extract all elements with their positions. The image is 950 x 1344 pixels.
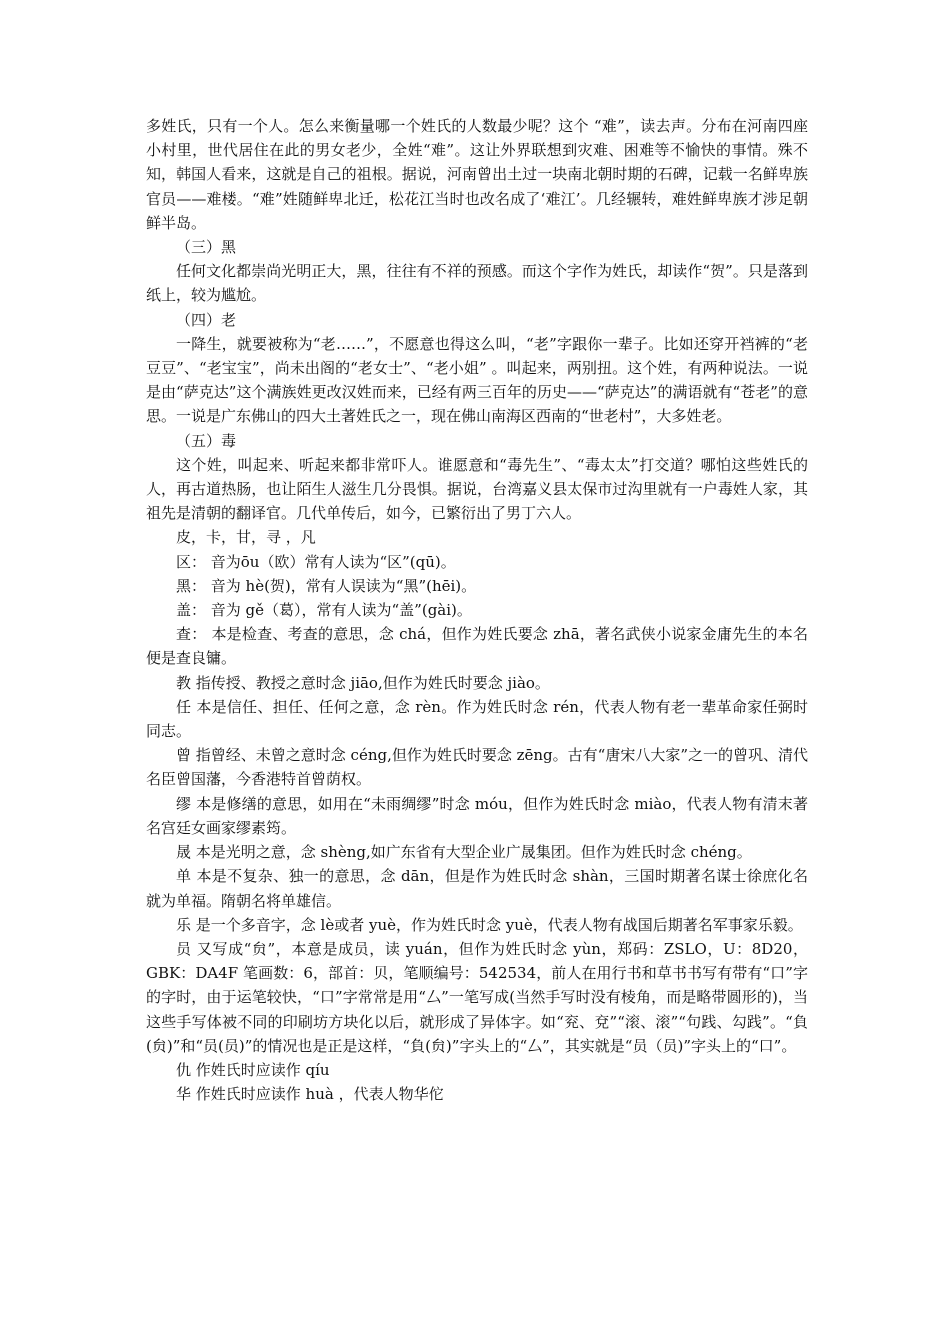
body-paragraph: 皮，卡，甘，寻 ，凡 [176, 528, 316, 547]
body-paragraph: 查： 本是检查、考查的意思，念 chá，但作为姓氏要念 zhā，著名武侠小说家金庸先生的本名便是查良镛。 [146, 625, 808, 668]
body-paragraph: 区： 音为ōu（欧）常有人读为“区”(qū)。 [176, 552, 456, 571]
body-paragraph: 多姓氏，只有一个人。怎么来衡量哪一个姓氏的人数最少呢？这个 “难”，读去声。分布在河南四座小村里，世代居住在此的男女老少，全姓“难”。这让外界联想到灾难、困难等不愉快的事情。殊不知，韩国人看来，这就是自己的祖根。据说，河南曾出土过一块南北朝时期的石碑，记载一名鲜卑族官员——难楼。“难”姓随鲜卑北迁，松花江当时也改名成了‘难江’。几经辗转，难姓鲜卑族才涉足朝鲜半岛。 [146, 117, 808, 232]
body-paragraph: 任 本是信任、担任、任何之意，念 rèn。作为姓氏时念 rén，代表人物有老一辈革命家任弼时同志。 [146, 697, 808, 741]
section-heading: （五）毒 [176, 431, 237, 450]
body-paragraph: 黑： 音为 hè(贺)，常有人误读为“黑”(hēi)。 [176, 576, 477, 595]
body-paragraph: 乐 是一个多音字，念 lè或者 yuè，作为姓氏时念 yuè，代表人物有战国后期著名军事家乐毅。 [176, 915, 803, 934]
body-paragraph: 这个姓，叫起来、听起来都非常吓人。谁愿意和“毒先生”、“毒太太”打交道？哪怕这些姓氏的人，再古道热肠，也让陌生人滋生几分畏惧。据说，台湾嘉义县太保市过沟里就有一户毒姓人家，其祖先是清朝的翻译官。几代单传后，如今，已繁衍出了男丁六人。 [146, 455, 808, 523]
body-paragraph: 华 作姓氏时应读作 huà ，代表人物华佗 [176, 1085, 444, 1104]
section-heading: （四）老 [176, 310, 237, 329]
body-paragraph: 晟 本是光明之意，念 shèng,如广东省有大型企业广晟集团。但作为姓氏时念 chéng。 [176, 843, 752, 862]
body-paragraph: 盖： 音为 gě（葛），常有人读为“盖”(gài)。 [176, 601, 472, 620]
section-heading: （三）黑 [176, 238, 237, 257]
body-paragraph: 一降生，就要被称为“老……”，不愿意也得这么叫，“老”字跟你一辈子。比如还穿开裆裤的“老豆豆”、“老宝宝”，尚未出阁的“老女士”、“老小姐” 。叫起来，两别扭。这个姓，有两种说法。一说是由“萨克达”这个满族姓更改汉姓而来，已经有两三百年的历史——“萨克达”的满语就有“苍老”的意思。一说是广东佛山的四大土著姓氏之一，现在佛山南海区西南的“世老村”，大多姓老。 [146, 334, 808, 426]
body-paragraph: 仇 作姓氏时应读作 qíu [176, 1060, 330, 1079]
document-page [146, 114, 808, 1106]
body-paragraph: 员 又写成“贠”，本意是成员，读 yuán，但作为姓氏时念 yùn，郑码：ZSLO，U：8D20，GBK：DA4F 笔画数：6，部首：贝，笔顺编号：542534，前人在用行书和草书书写有带有“口”字的字时，由于运笔较快，“口”字常常是用“厶”一笔写成(当然手写时没有棱角，而是略带圆形的)，当这些手写体被不同的印刷坊方块化以后，就形成了异体字。如“兖、兗”“滚、滚”“句践、勾践”。“負(贠)”和“员(员)”的情况也是正是这样，“負(贠)”字头上的“厶”，其实就是“员（员)”字头上的“口”。 [146, 939, 808, 1055]
body-paragraph: 缪 本是修缮的意思，如用在“未雨绸缪”时念 móu，但作为姓氏时念 miào，代表人物有清末著名宫廷女画家缪素筠。 [146, 794, 808, 837]
body-paragraph: 任何文化都崇尚光明正大，黑，往往有不祥的预感。而这个字作为姓氏，却读作“贺”。只是落到纸上，较为尴尬。 [146, 262, 808, 305]
body-paragraph: 曾 指曾经、未曾之意时念 céng,但作为姓氏时要念 zēng。古有“唐宋八大家”之一的曾巩、清代名臣曾国藩，今香港特首曾荫权。 [146, 746, 808, 789]
body-paragraph: 单 本是不复杂、独一的意思，念 dān，但是作为姓氏时念 shàn，三国时期著名谋士徐庶化名就为单福。隋朝名将单雄信。 [146, 867, 808, 910]
body-paragraph: 教 指传授、教授之意时念 jiāo,但作为姓氏时要念 jiào。 [176, 673, 550, 692]
